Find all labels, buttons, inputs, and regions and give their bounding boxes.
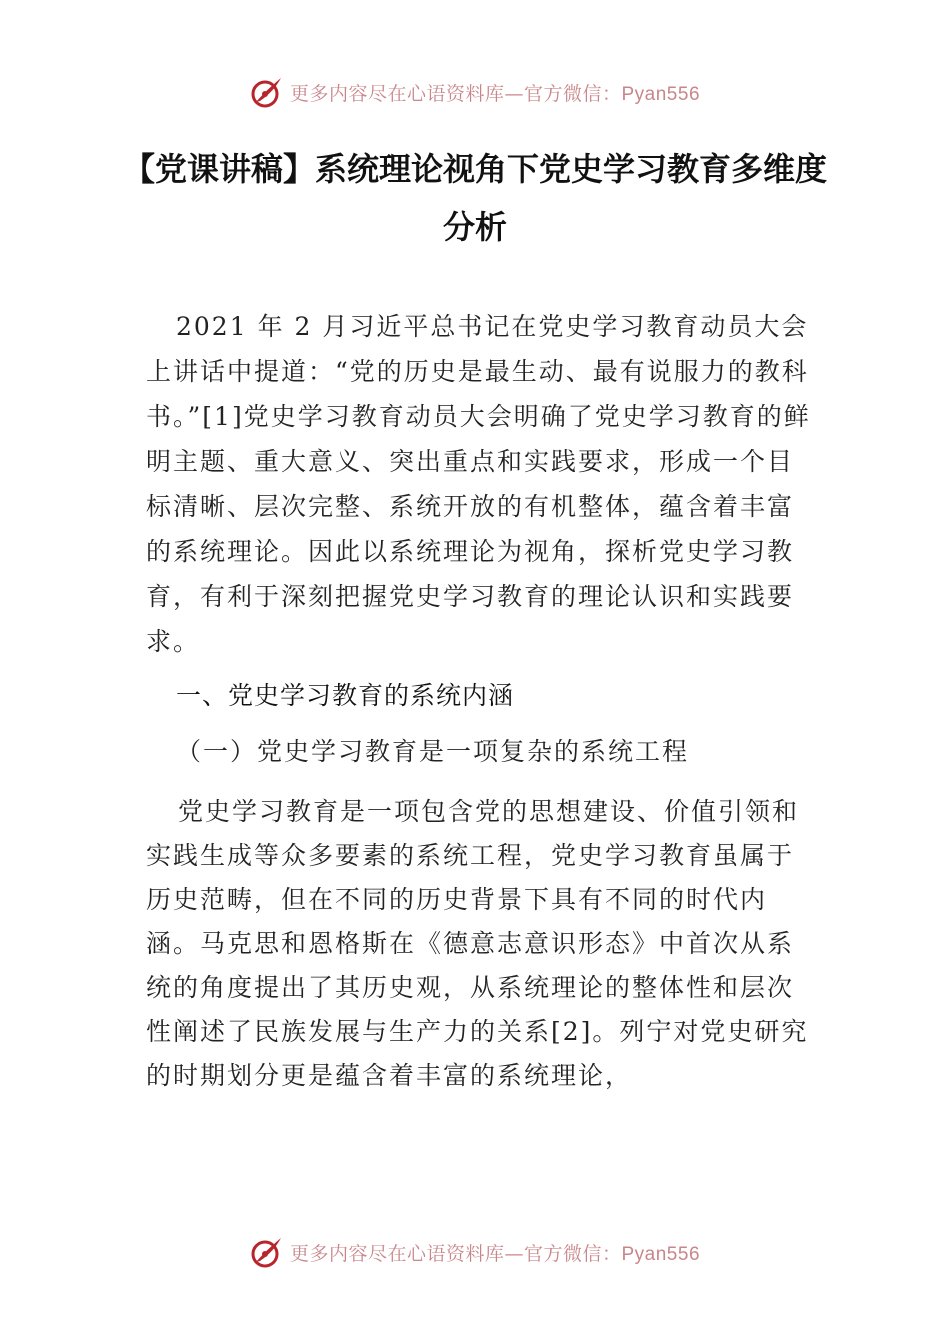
banner-wechat-label: 官方微信：	[523, 82, 622, 105]
banner-wechat-id: Pyan556	[621, 1243, 701, 1265]
banner-text	[290, 79, 700, 106]
quill-logo-icon	[250, 75, 284, 109]
banner-wechat-label: 官方微信：	[523, 1242, 622, 1265]
banner-text	[290, 1239, 700, 1266]
banner-separator: —	[504, 1242, 524, 1265]
document-title: 【党课讲稿】系统理论视角下党史学习教育多维度分析	[122, 150, 827, 246]
quill-logo-icon	[250, 1235, 284, 1269]
header-banner	[0, 72, 950, 112]
paragraph-intro: 2021 年 2 月习近平总书记在党史学习教育动员大会上讲话中提道：“党的历史是最生动、最有说服力的教科书。”[1]党史学习教育动员大会明确了党史学习教育的鲜明主题、重大意义、突出重点和实践要求，形成一个目标清晰、层次完整、系统开放的有机整体，蕴含着丰富的系统理论。因此以系统理论为视角，探析党史学习教育，有利于深刻把握党史学习教育的理论认识和实践要求。	[146, 312, 811, 656]
footer-banner	[0, 1232, 950, 1272]
banner-main-text: 更多内容尽在心语资料库	[289, 1242, 505, 1265]
subsection-heading-1: （一）党史学习教育是一项复杂的系统工程	[176, 737, 690, 766]
section-heading-1: 一、党史学习教育的系统内涵	[176, 681, 515, 710]
paragraph-section-1: 党史学习教育是一项包含党的思想建设、价值引领和实践生成等众多要素的系统工程，党史学习教育虽属于历史范畴，但在不同的历史背景下具有不同的时代内涵。马克思和恩格斯在《德意志意识形态》中首次从系统的角度提出了其历史观，从系统理论的整体性和层次性阐述了民族发展与生产力的关系[2]。列宁对党史研究的时期划分更是蕴含着丰富的系统理论，	[146, 797, 809, 1090]
banner-wechat-id: Pyan556	[621, 83, 701, 105]
banner-main-text: 更多内容尽在心语资料库	[289, 82, 505, 105]
banner-separator: —	[504, 82, 524, 105]
